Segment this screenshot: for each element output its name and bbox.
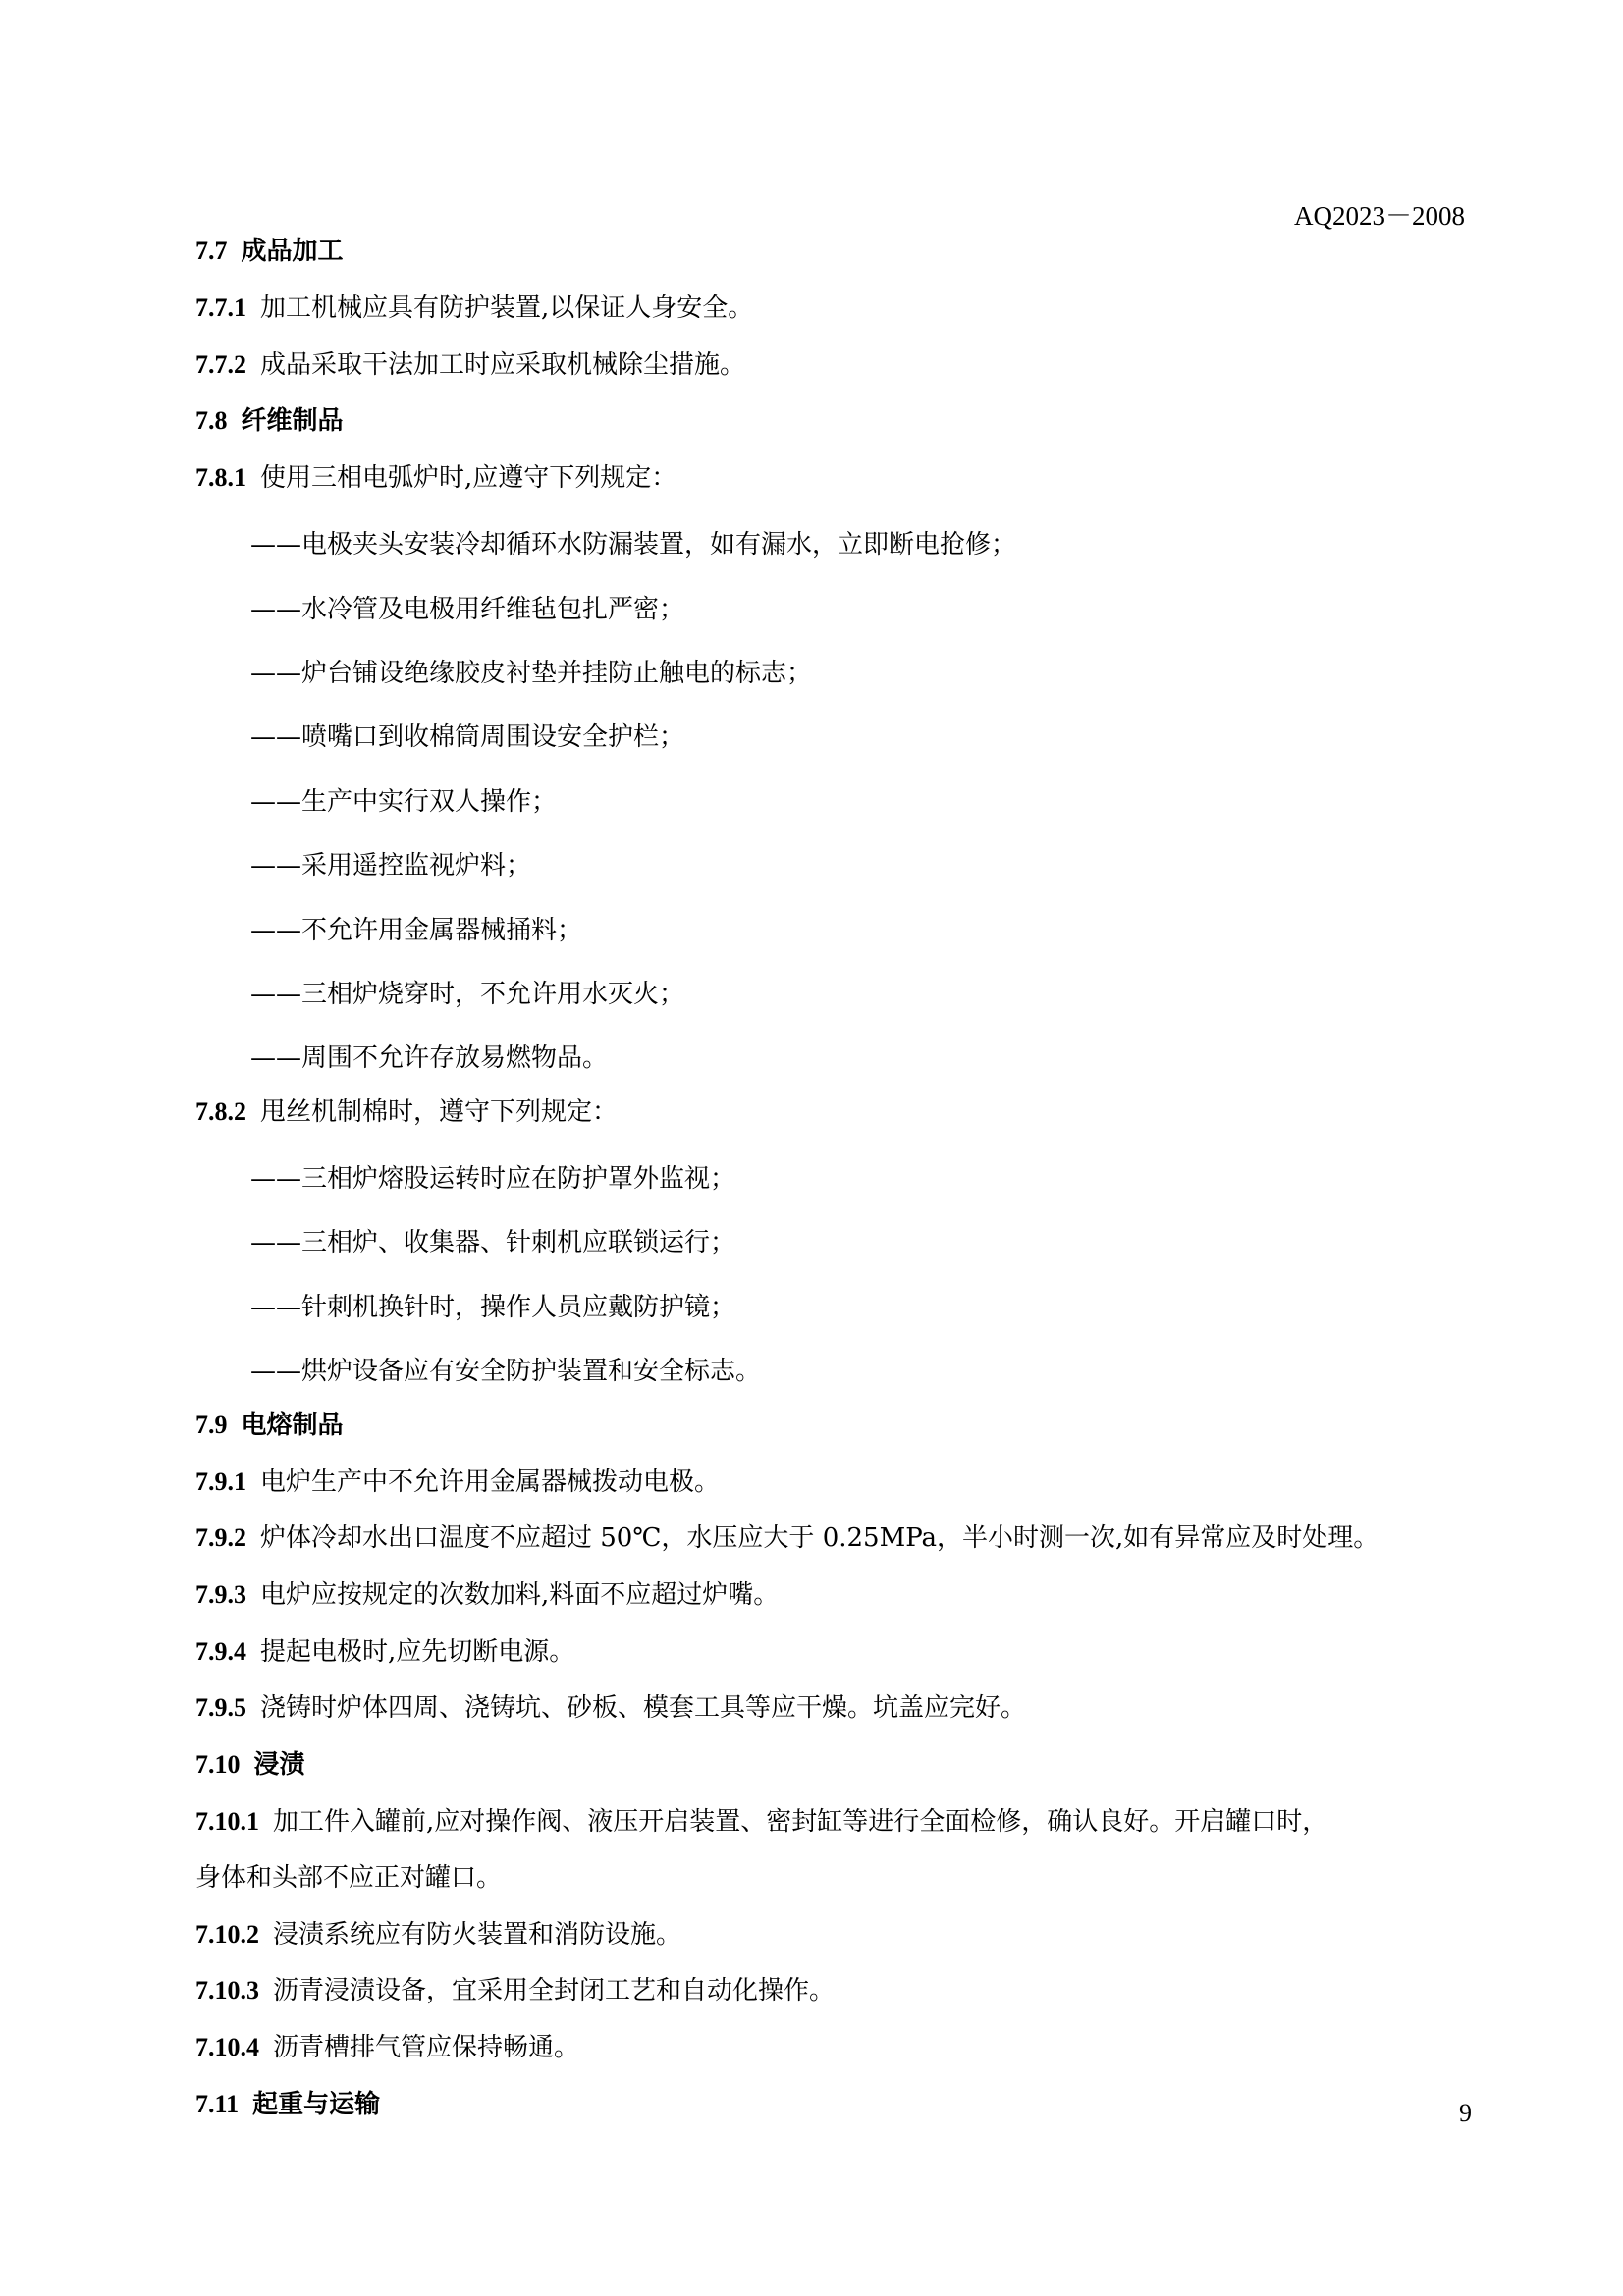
bullet-item: ——三相炉熔股运转时应在防护罩外监视； bbox=[250, 1164, 736, 1194]
clause: 7.8.2 甩丝机制棉时，遵守下列规定： bbox=[195, 1097, 619, 1127]
clause: 7.10.4 沥青槽排气管应保持畅通。 bbox=[195, 2033, 580, 2062]
section-heading: 7.11 起重与运输 bbox=[195, 2090, 381, 2119]
section-heading: 7.8 纤维制品 bbox=[195, 406, 344, 436]
clause: 7.7.1 加工机械应具有防护装置,以保证人身安全。 bbox=[195, 294, 754, 323]
section-heading: 7.7 成品加工 bbox=[195, 237, 344, 266]
bullet-item: ——生产中实行双人操作； bbox=[250, 787, 558, 817]
document-code: AQ2023－2008 bbox=[1294, 201, 1465, 231]
clause: 7.8.1 使用三相电弧炉时,应遵守下列规定： bbox=[195, 463, 677, 493]
clause: 7.9.2 炉体冷却水出口温度不应超过 50℃，水压应大于 0.25MPa，半小时测一次,如有异常应及时处理。 bbox=[195, 1523, 1380, 1553]
bullet-item: ——电极夹头安装冷却循环水防漏装置，如有漏水，立即断电抢修； bbox=[250, 530, 1017, 560]
page-number: 9 bbox=[1459, 2099, 1472, 2127]
bullet-item: ——水冷管及电极用纤维毡包扎严密； bbox=[250, 595, 685, 624]
bullet-item: ——三相炉烧穿时，不允许用水灭火； bbox=[250, 980, 685, 1009]
clause: 7.10.3 沥青浸渍设备，宜采用全封闭工艺和自动化操作。 bbox=[195, 1976, 836, 2005]
clause: 7.7.2 成品采取干法加工时应采取机械除尘措施。 bbox=[195, 350, 746, 380]
clause: 7.10.2 浸渍系统应有防火装置和消防设施。 bbox=[195, 1920, 682, 1949]
section-heading: 7.10 浸渍 bbox=[195, 1750, 305, 1780]
bullet-item: ——采用遥控监视炉料； bbox=[250, 851, 532, 881]
bullet-item: ——炉台铺设绝缘胶皮衬垫并挂防止触电的标志； bbox=[250, 659, 813, 688]
clause: 7.10.1 加工件入罐前,应对操作阀、液压开启装置、密封缸等进行全面检修，确认良好。开启罐口时， bbox=[195, 1807, 1328, 1837]
bullet-item: ——周围不允许存放易燃物品。 bbox=[250, 1043, 609, 1073]
bullet-item: ——喷嘴口到收棉筒周围设安全护栏； bbox=[250, 722, 685, 752]
clause: 7.9.1 电炉生产中不允许用金属器械拨动电极。 bbox=[195, 1468, 721, 1497]
clause: 7.9.4 提起电极时,应先切断电源。 bbox=[195, 1637, 575, 1667]
bullet-item: ——针刺机换针时，操作人员应戴防护镜； bbox=[250, 1293, 736, 1322]
clause: 7.9.5 浇铸时炉体四周、浇铸坑、砂板、模套工具等应干燥。坑盖应完好。 bbox=[195, 1693, 1027, 1723]
section-heading: 7.9 电熔制品 bbox=[195, 1411, 344, 1440]
clause: 7.9.3 电炉应按规定的次数加料,料面不应超过炉嘴。 bbox=[195, 1580, 780, 1610]
bullet-item: ——三相炉、收集器、针刺机应联锁运行； bbox=[250, 1228, 736, 1257]
clause-continuation: 身体和头部不应正对罐口。 bbox=[195, 1863, 503, 1893]
bullet-item: ——烘炉设备应有安全防护装置和安全标志。 bbox=[250, 1357, 762, 1386]
bullet-item: ——不允许用金属器械捅料； bbox=[250, 916, 583, 945]
